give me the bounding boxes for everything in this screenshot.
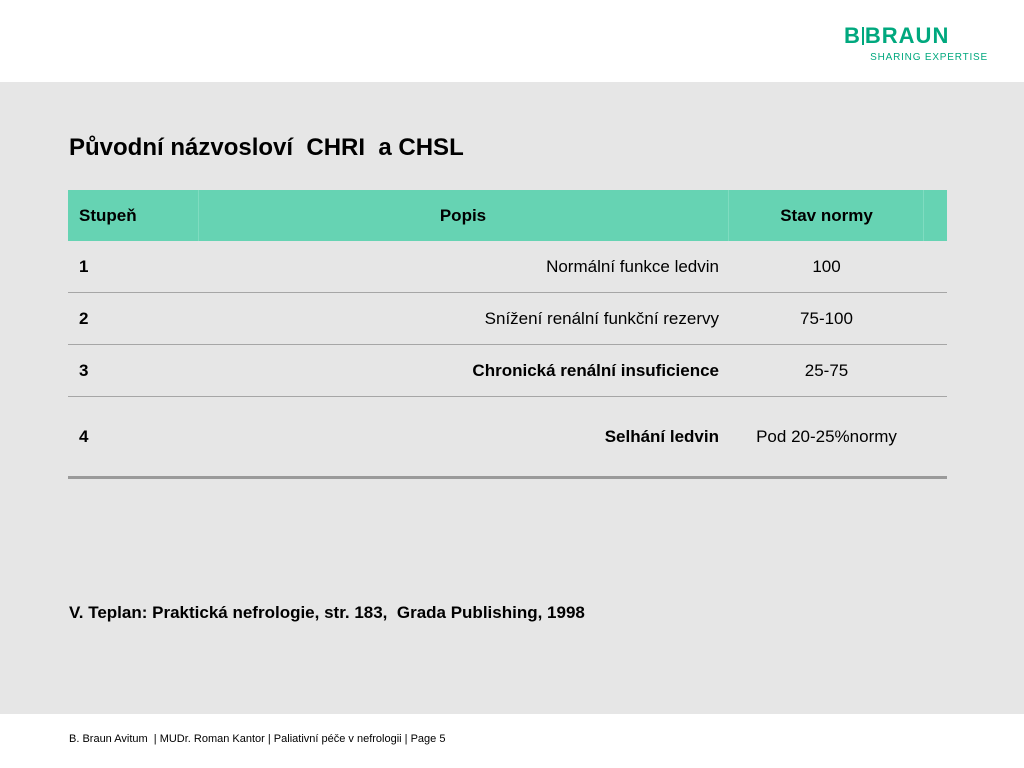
table-row (68, 397, 947, 479)
logo-brand-left: B (844, 23, 861, 48)
table-row (68, 345, 947, 397)
row-description: Chronická renální insuficience (472, 360, 719, 380)
row-description: Snížení renální funkční rezervy (484, 308, 719, 328)
header-description: Popis (439, 206, 487, 225)
row-description: Normální funkce ledvin (546, 256, 719, 276)
logo-tagline: SHARING EXPERTISE (870, 52, 988, 63)
logo-wordmark (844, 24, 949, 48)
header-divider (923, 190, 924, 241)
table-row (68, 241, 947, 293)
row-stage: 1 (79, 256, 89, 276)
row-stage: 2 (79, 308, 89, 328)
row-norm: 100 (812, 256, 841, 276)
row-norm: Pod 20-25%normy (756, 426, 897, 446)
header-norm: Stav normy (780, 206, 873, 225)
logo-separator (862, 27, 864, 45)
footer-text: B. Braun Avitum | MUDr. Roman Kantor | Paliativní péče v nefrologii | Page 5 (69, 733, 446, 745)
table-header-row (68, 190, 947, 241)
slide-title: Původní názvosloví CHRI a CHSL (69, 134, 464, 161)
logo-brand-right: BRAUN (864, 23, 950, 48)
header-stage: Stupeň (79, 206, 137, 225)
row-description: Selhání ledvin (604, 426, 719, 446)
row-norm: 75-100 (800, 308, 853, 328)
row-stage: 4 (79, 426, 89, 446)
row-norm: 25-75 (804, 360, 849, 380)
citation: V. Teplan: Praktická nefrologie, str. 183, Grada Publishing, 1998 (69, 603, 585, 622)
classification-table (68, 190, 947, 479)
bbraun-logo (844, 24, 988, 64)
row-stage: 3 (79, 360, 89, 380)
table-row (68, 293, 947, 345)
